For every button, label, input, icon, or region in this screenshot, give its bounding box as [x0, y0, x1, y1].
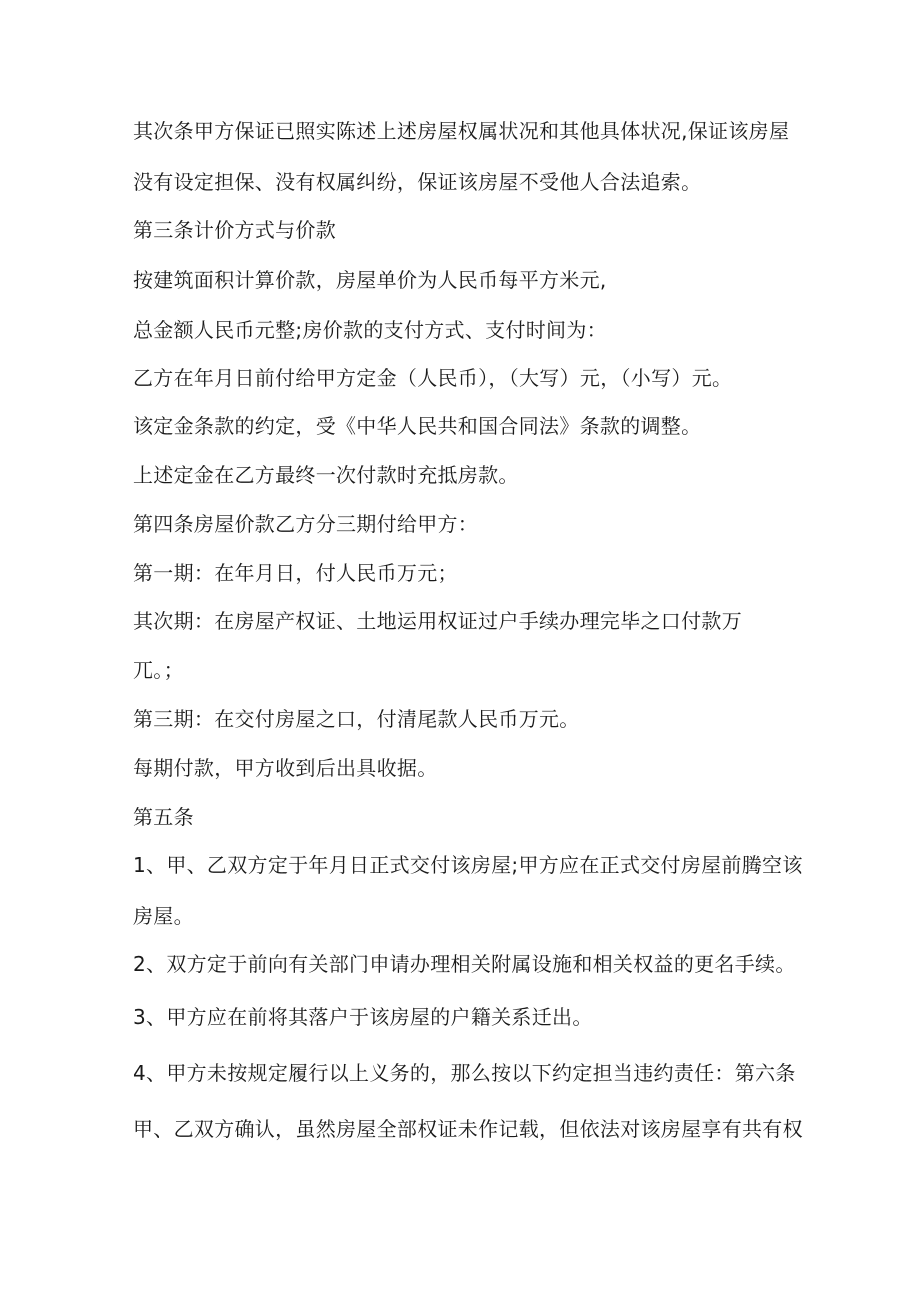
section-heading: 第三条计价方式与价款: [133, 218, 336, 242]
text-line: 兀。；: [133, 658, 184, 682]
text-line: 第一期：在年月日，付人民币万元；: [133, 561, 458, 585]
text-line: 4、甲方未按规定履行以上义务的，那么按以下约定担当违约责任：第六条: [133, 1061, 796, 1085]
text-line: 房屋。: [133, 904, 194, 928]
text-line: 2、双方定于前向有关部门申请办理相关附属设施和相关权益的更名手续。: [133, 952, 796, 976]
text-line: 甲、乙双方确认，虽然房屋全部权证未作记载，但依法对该房屋享有共有权: [133, 1117, 803, 1141]
text-line: 其次条甲方保证已照实陈述上述房屋权属状况和其他具体状况,保证该房屋: [133, 119, 790, 143]
text-line: 该定金条款的约定，受《中华人民共和国合同法》条款的调整。: [133, 414, 702, 438]
text-line: 按建筑面积计算价款，房屋单价为人民币每平方米元,: [133, 268, 607, 292]
text-line: 总金额人民币元整;房价款的支付方式、支付时间为：: [133, 318, 607, 342]
text-line: 1、甲、乙双方定于年月日正式交付该房屋;甲方应在正式交付房屋前腾空该: [133, 853, 803, 877]
section-heading: 第四条房屋价款乙方分三期付给甲方：: [133, 512, 479, 536]
text-line: 上述定金在乙方最终一次付款时充抵房款。: [133, 463, 519, 487]
text-line: 其次期：在房屋产权证、土地运用权证过户手续办理完毕之口付款万: [133, 609, 742, 633]
section-heading: 第五条: [133, 805, 194, 829]
text-line: 乙方在年月日前付给甲方定金（人民币），（大写）元，（小写）元。: [133, 366, 733, 390]
text-line: 第三期：在交付房屋之口，付清尾款人民币万元。: [133, 707, 580, 731]
text-line: 3、甲方应在前将其落户于该房屋的户籍关系迁出。: [133, 1005, 593, 1029]
text-line: 没有设定担保、没有权属纠纷，保证该房屋不受他人合法追索。: [133, 170, 702, 194]
text-line: 每期付款，甲方收到后出具收据。: [133, 756, 438, 780]
